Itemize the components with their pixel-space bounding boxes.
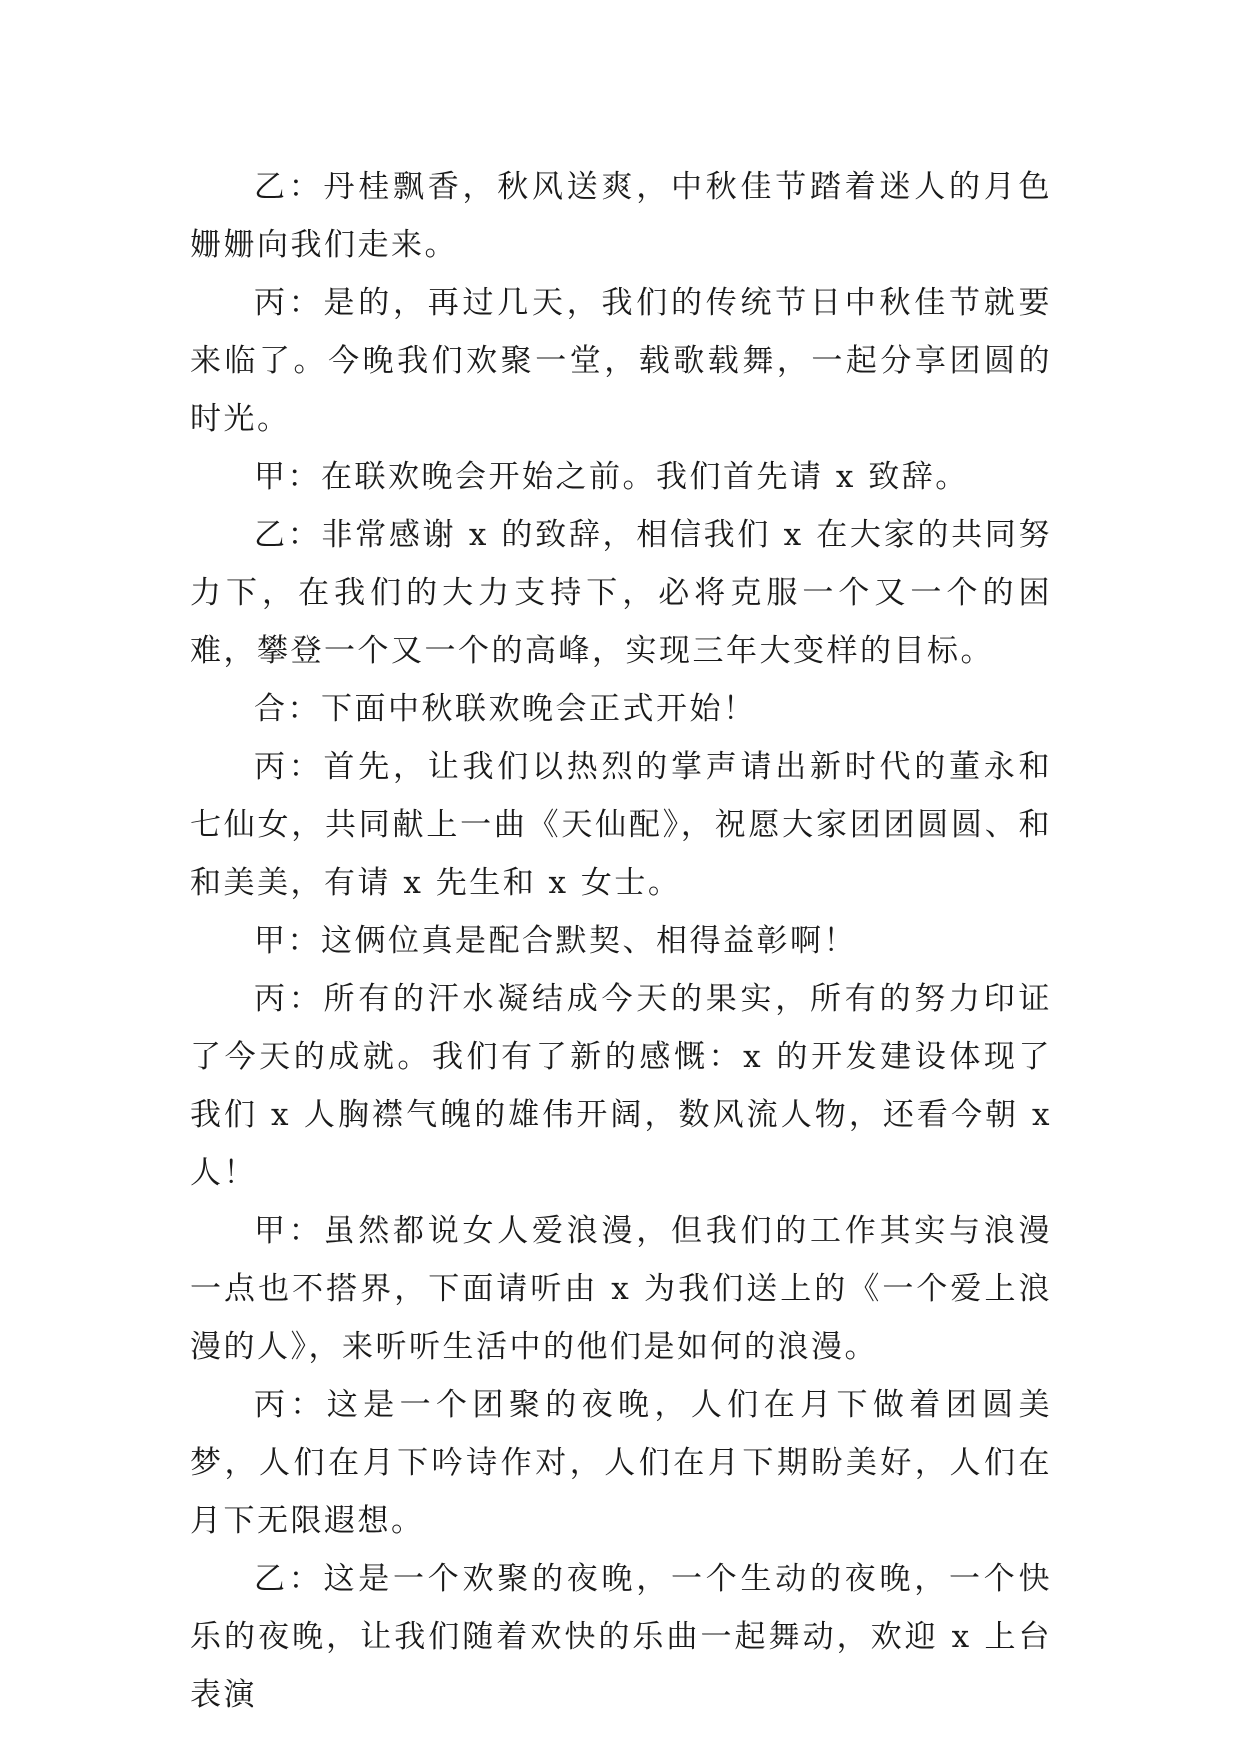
paragraph: 乙：非常感谢 x 的致辞，相信我们 x 在大家的共同努力下，在我们的大力支持下，必将克服一个又一个的困难，攀登一个又一个的高峰，实现三年大变样的目标。 (190, 517, 1052, 669)
paragraph: 甲：这俩位真是配合默契、相得益彰啊！ (254, 923, 857, 959)
paragraph: 甲：虽然都说女人爱浪漫，但我们的工作其实与浪漫一点也不搭界，下面请听由 x 为我们送上的《一个爱上浪漫的人》，来听听生活中的他们是如何的浪漫。 (190, 1213, 1052, 1365)
paragraph: 乙：这是一个欢聚的夜晚，一个生动的夜晚，一个快乐的夜晚，让我们随着欢快的乐曲一起舞动，欢迎 x 上台表演 (190, 1561, 1052, 1713)
paragraph: 丙：所有的汗水凝结成今天的果实，所有的努力印证了今天的成就。我们有了新的感慨：x 的开发建设体现了我们 x 人胸襟气魄的雄伟开阔，数风流人物，还看今朝 x 人！ (190, 981, 1052, 1191)
paragraph: 丙：是的，再过几天，我们的传统节日中秋佳节就要来临了。今晚我们欢聚一堂，载歌载舞，一起分享团圆的时光。 (190, 285, 1052, 437)
paragraph: 乙：丹桂飘香，秋风送爽，中秋佳节踏着迷人的月色姗姗向我们走来。 (190, 169, 1052, 263)
paragraph: 合：下面中秋联欢晚会正式开始！ (254, 691, 757, 727)
paragraph: 甲：在联欢晚会开始之前。我们首先请 x 致辞。 (254, 459, 969, 495)
paragraph: 丙：首先，让我们以热烈的掌声请出新时代的董永和七仙女，共同献上一曲《天仙配》，祝愿大家团团圆圆、和和美美，有请 x 先生和 x 女士。 (190, 749, 1052, 901)
paragraph: 丙：这是一个团聚的夜晚，人们在月下做着团圆美梦，人们在月下吟诗作对，人们在月下期盼美好，人们在月下无限遐想。 (190, 1387, 1052, 1539)
document-body (190, 158, 1052, 1724)
